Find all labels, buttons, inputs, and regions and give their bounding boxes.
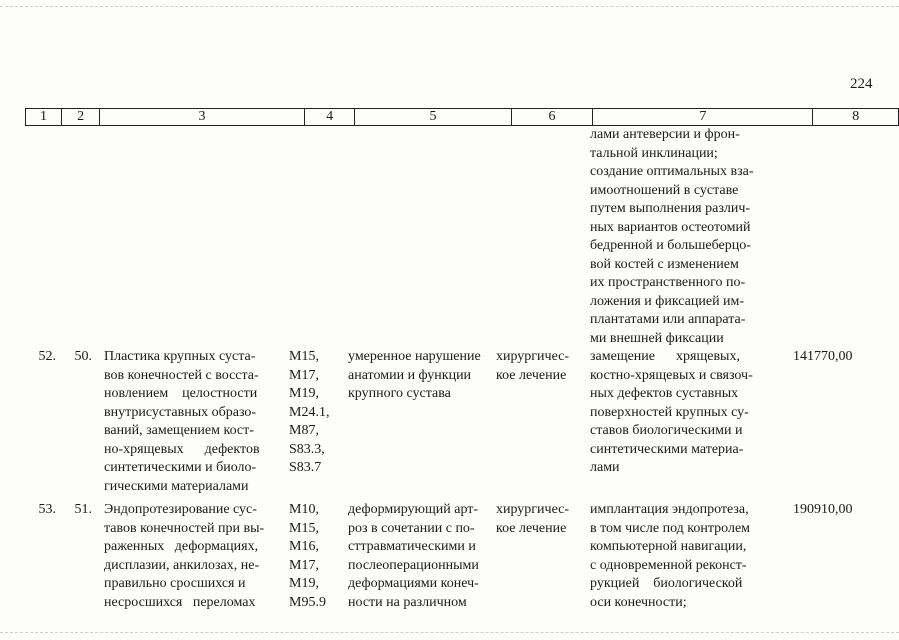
row-53-treatment-method: имплантация эндопротеза, в том числе под контролем компьютерной навигации, с одновременной реконст- рукцией биологической оси конечности; — [590, 502, 751, 610]
row-53-treatment-type: хирургичес- кое лечение — [496, 502, 570, 536]
scan-edge-bottom — [0, 632, 899, 633]
column-number-header — [25, 108, 899, 126]
row-53-index: 53. — [38, 502, 56, 517]
header-col-5: 5 — [355, 109, 511, 126]
header-col-4: 4 — [304, 109, 355, 126]
header-col-2: 2 — [62, 109, 100, 126]
row-52-procedure-name: Пластика крупных суста- вов конечностей с восста- новлением целостности внутрисуставных образо- ваний, замещением кост- но-хрящевых дефектов синтетическими и биоло- гическими материалами — [104, 349, 260, 494]
row-53-group-number: 51. — [74, 502, 92, 517]
header-col-7: 7 — [593, 109, 813, 126]
row-53-cost: 190910,00 — [793, 502, 853, 517]
header-col-1: 1 — [26, 109, 62, 126]
row-53-icd-codes: M10, M15, M16, M17, M19, M95.9 — [289, 502, 326, 610]
header-col-8: 8 — [813, 109, 899, 126]
row-52-index: 52. — [38, 349, 56, 364]
page-number: 224 — [850, 76, 873, 92]
row-53-procedure-name: Эндопротезирование сус- тавов конечностей при вы- раженных деформациях, дисплазии, анкилозах, не- правильно сросшихся и несросшихся переломах — [104, 502, 265, 610]
row-52-patient-model: умеренное нарушение анатомии и функции крупного сустава — [348, 349, 481, 401]
row-52-group-number: 50. — [74, 349, 92, 364]
row-52-cost: 141770,00 — [793, 349, 853, 364]
row-52-icd-codes: M15, M17, M19, M24.1, M87, S83.3, S83.7 — [289, 349, 330, 475]
row-53-patient-model: деформирующий арт- роз в сочетании с по- сттравматическими и послеоперационными деформациями конеч- ности на различном — [348, 502, 479, 610]
header-col-6: 6 — [511, 109, 593, 126]
row-52-treatment-method: замещение хрящевых, костно-хрящевых и связоч- ных дефектов суставных поверхностей крупных су- ставов биологическими и синтетическими материа- лами — [590, 349, 753, 475]
row-52-treatment-type: хирургичес- кое лечение — [496, 349, 570, 383]
continuation-method-text: лами антеверсии и фрон- тальной инклинации; создание оптимальных вза- имоотношений в суставе путем выполнения различ- ных вариантов остеотомий бедренной и большеберцо- вой костей с изменением их пространственного по- ложения и фиксацией им- плантатами или аппарата- ми внешней фиксации — [590, 127, 754, 346]
header-col-3: 3 — [100, 109, 305, 126]
scan-edge-top — [0, 6, 899, 7]
